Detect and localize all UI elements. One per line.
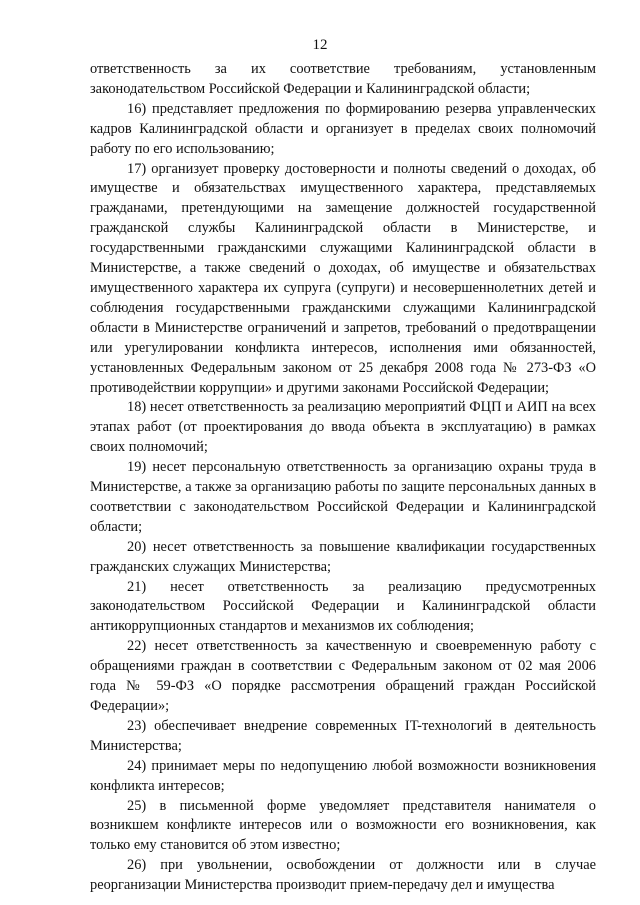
paragraph-item-18: 18) несет ответственность за реализацию мероприятий ФЦП и АИП на всех этапах работ (от проектирования до ввода объекта в эксплуатацию) в рамках своих полномочий; — [90, 399, 596, 456]
paragraph-item-22: 22) несет ответственность за качественную и своевременную работу с обращениями граждан в соответствии с Федеральным законом от 02 мая 2006 года № 59-ФЗ «О порядке рассмотрения обращений граждан Российской Федерации»; — [90, 638, 596, 714]
paragraph-item-20: 20) несет ответственность за повышение квалификации государственных гражданских служащих Министерства; — [90, 538, 596, 575]
paragraph-item-23: 23) обеспечивает внедрение современных IT-технологий в деятельность Министерства; — [90, 717, 596, 754]
paragraph-item-17: 17) организует проверку достоверности и полноты сведений о доходах, об имуществе и обязательствах имущественного характера, представляемых гражданами, претендующими на замещение должностей государственной гражданской службы Калининградской области в Министерстве, и государственными гражданскими служащими Калининградской области в Министерстве, а также сведений о доходах, об имуществе и обязательствах имущественного характера их супруга (супруги) и несовершеннолетних детей и соблюдения государственными гражданскими служащими Калининградской области в Министерстве ограничений и запретов, требований о предотвращении или урегулировании конфликта интересов, исполнения ими обязанностей, установленных Федеральным законом от 25 декабря 2008 года № 273-ФЗ «О противодействии коррупции» и другими законами Российской Федерации; — [90, 160, 596, 396]
paragraph-item-24: 24) принимает меры по недопущению любой возможности возникновения конфликта интересов; — [90, 757, 596, 794]
paragraph-item-19: 19) несет персональную ответственность за организацию охраны труда в Министерстве, а также за организацию работы по защите персональных данных в соответствии с законодательством Российской Федерации и Калининградской области; — [90, 459, 596, 535]
document-body — [90, 60, 596, 896]
paragraph-item-21: 21) несет ответственность за реализацию предусмотренных законодательством Российской Федерации и Калининградской области антикоррупционных стандартов и механизмов их соблюдения; — [90, 578, 596, 635]
paragraph-continuation: ответственность за их соответствие требованиям, установленным законодательством Российской Федерации и Калининградской области; — [90, 61, 596, 97]
paragraph-item-16: 16) представляет предложения по формированию резерва управленческих кадров Калининградской области и организует в пределах своих полномочий работу по его использованию; — [90, 100, 596, 157]
paragraph-item-25: 25) в письменной форме уведомляет представителя нанимателя о возникшем конфликте интересов или о возможности его возникновения, как только ему становится об этом известно; — [90, 797, 596, 854]
page-number: 12 — [312, 37, 328, 53]
paragraph-item-26: 26) при увольнении, освобождении от должности или в случае реорганизации Министерства производит прием-передачу дел и имущества — [90, 857, 596, 894]
